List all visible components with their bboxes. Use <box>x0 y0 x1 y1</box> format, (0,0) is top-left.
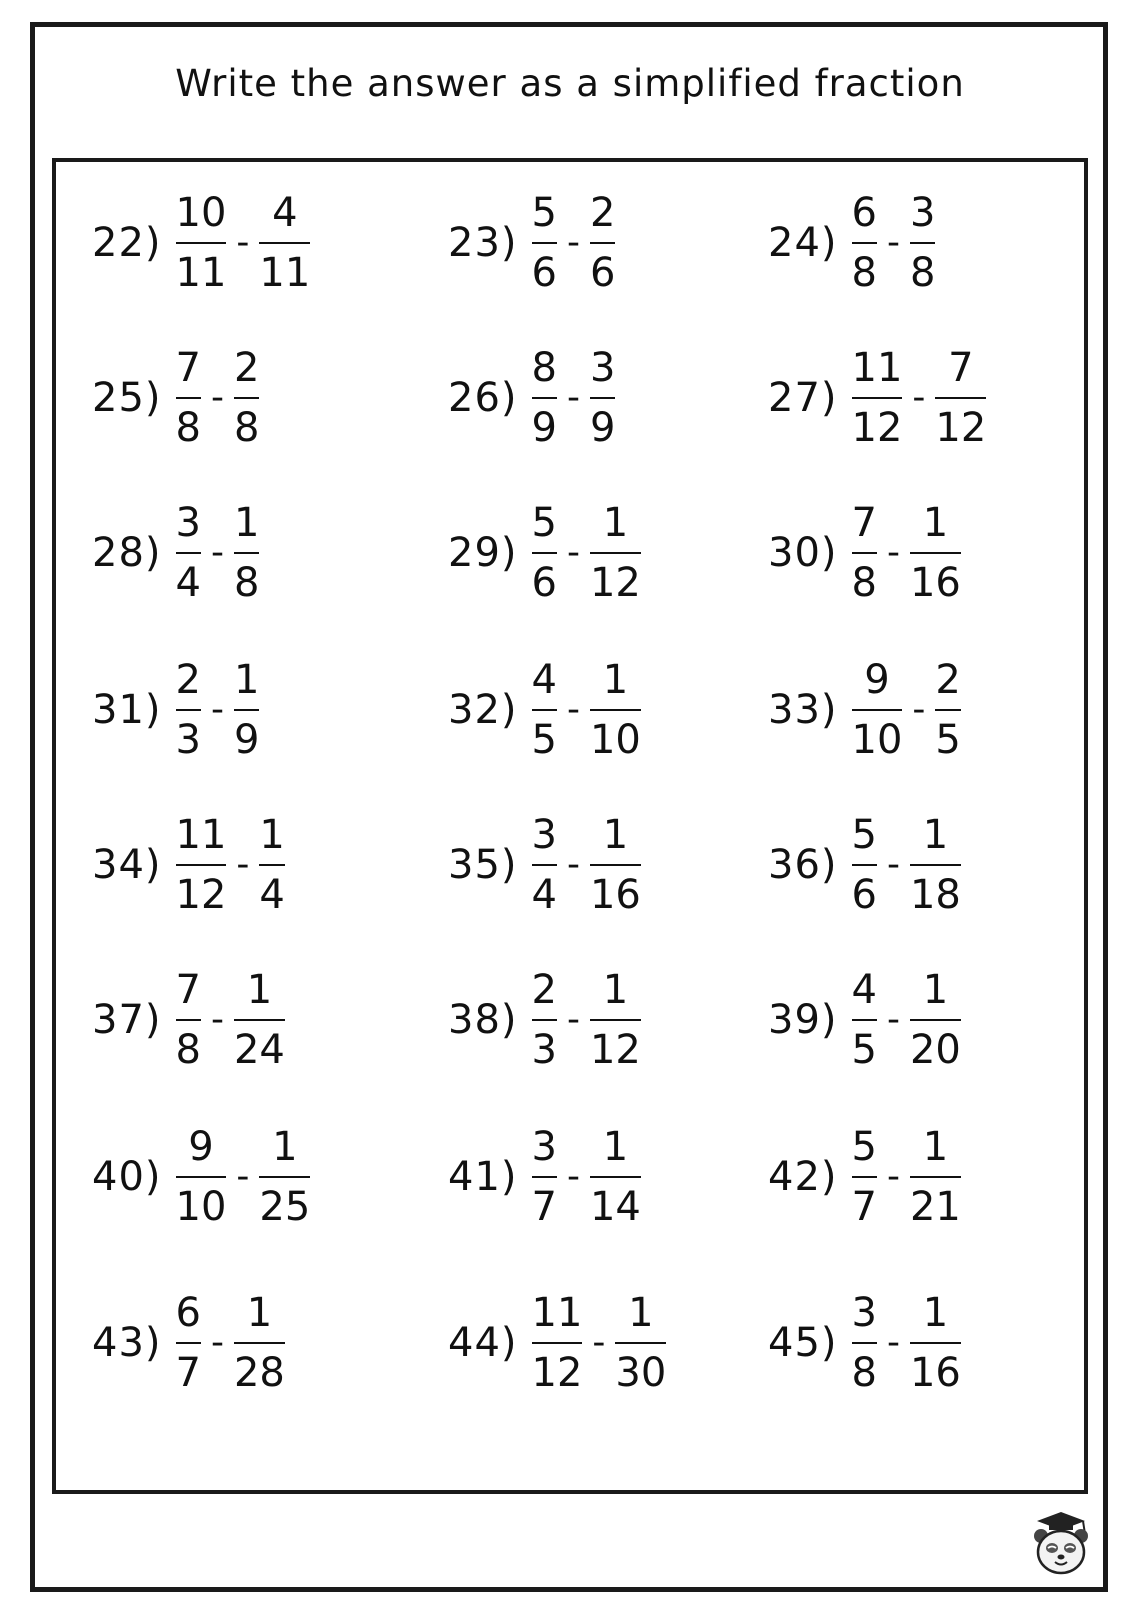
denominator: 25 <box>259 1184 311 1230</box>
minus-sign: - <box>886 532 900 573</box>
denominator: 9 <box>233 717 260 763</box>
minus-sign: - <box>566 222 580 263</box>
denominator: 20 <box>909 1027 961 1073</box>
second-fraction <box>586 1124 645 1230</box>
numerator: 1 <box>602 967 629 1013</box>
numerator: 5 <box>851 1124 877 1170</box>
denominator: 12 <box>531 1350 583 1396</box>
denominator: 5 <box>531 717 557 763</box>
numerator: 1 <box>259 812 285 858</box>
first-fraction <box>848 190 881 296</box>
minus-sign: - <box>566 377 580 418</box>
denominator: 4 <box>175 560 201 606</box>
problem-25 <box>92 345 263 451</box>
second-fraction <box>586 500 645 606</box>
numerator: 5 <box>851 812 877 858</box>
denominator: 6 <box>531 560 557 606</box>
denominator: 12 <box>935 405 987 451</box>
minus-sign: - <box>210 689 224 730</box>
second-fraction <box>931 345 990 451</box>
numerator: 1 <box>922 967 949 1013</box>
first-fraction <box>528 345 561 451</box>
problem-number: 38) <box>448 997 518 1043</box>
second-fraction <box>230 657 263 763</box>
numerator: 3 <box>909 190 936 236</box>
problem-26 <box>448 345 619 451</box>
minus-sign: - <box>236 1156 250 1197</box>
numerator: 1 <box>246 967 273 1013</box>
numerator: 1 <box>602 500 629 546</box>
problem-24 <box>768 190 939 296</box>
problem-number: 41) <box>448 1154 518 1200</box>
denominator: 8 <box>851 250 877 296</box>
problem-number: 43) <box>92 1320 162 1366</box>
denominator: 5 <box>851 1027 877 1073</box>
first-fraction <box>172 1124 231 1230</box>
second-fraction <box>906 967 965 1073</box>
problem-number: 24) <box>768 220 838 266</box>
problem-28 <box>92 500 263 606</box>
problem-37 <box>92 967 289 1073</box>
minus-sign: - <box>566 999 580 1040</box>
minus-sign: - <box>592 1322 606 1363</box>
first-fraction <box>848 1290 881 1396</box>
first-fraction <box>528 1124 561 1230</box>
numerator: 1 <box>602 657 629 703</box>
denominator: 8 <box>233 405 260 451</box>
first-fraction <box>528 500 561 606</box>
second-fraction <box>611 1290 670 1396</box>
problem-number: 36) <box>768 842 838 888</box>
problem-36 <box>768 812 965 918</box>
denominator: 8 <box>851 560 877 606</box>
denominator: 8 <box>909 250 936 296</box>
numerator: 5 <box>531 500 557 546</box>
minus-sign: - <box>912 689 926 730</box>
problem-number: 29) <box>448 530 518 576</box>
second-fraction <box>906 190 939 296</box>
denominator: 8 <box>851 1350 877 1396</box>
numerator: 1 <box>922 500 949 546</box>
denominator: 10 <box>851 717 903 763</box>
first-fraction <box>528 812 561 918</box>
denominator: 10 <box>589 717 641 763</box>
denominator: 5 <box>935 717 961 763</box>
problem-number: 42) <box>768 1154 838 1200</box>
problem-number: 25) <box>92 375 162 421</box>
numerator: 3 <box>851 1290 877 1336</box>
problem-number: 39) <box>768 997 838 1043</box>
denominator: 12 <box>589 560 641 606</box>
problem-27 <box>768 345 990 451</box>
second-fraction <box>230 967 289 1073</box>
problem-35 <box>448 812 645 918</box>
second-fraction <box>931 657 964 763</box>
second-fraction <box>586 967 645 1073</box>
second-fraction <box>230 500 263 606</box>
denominator: 18 <box>909 872 961 918</box>
first-fraction <box>172 345 205 451</box>
problem-30 <box>768 500 965 606</box>
numerator: 11 <box>851 345 903 391</box>
denominator: 3 <box>175 717 201 763</box>
numerator: 5 <box>531 190 557 236</box>
second-fraction <box>255 1124 314 1230</box>
numerator: 1 <box>922 1124 949 1170</box>
first-fraction <box>172 967 205 1073</box>
numerator: 9 <box>864 657 890 703</box>
worksheet-instruction: Write the answer as a simplified fraction <box>175 62 965 105</box>
second-fraction <box>906 812 965 918</box>
denominator: 21 <box>909 1184 961 1230</box>
numerator: 8 <box>531 345 557 391</box>
problem-44 <box>448 1290 670 1396</box>
problem-number: 37) <box>92 997 162 1043</box>
numerator: 3 <box>589 345 616 391</box>
denominator: 4 <box>531 872 557 918</box>
denominator: 7 <box>175 1350 201 1396</box>
denominator: 16 <box>589 872 641 918</box>
numerator: 1 <box>922 812 949 858</box>
problem-number: 23) <box>448 220 518 266</box>
minus-sign: - <box>566 844 580 885</box>
numerator: 1 <box>602 1124 629 1170</box>
numerator: 9 <box>188 1124 214 1170</box>
first-fraction <box>172 190 231 296</box>
second-fraction <box>586 812 645 918</box>
denominator: 16 <box>909 560 961 606</box>
second-fraction <box>586 657 645 763</box>
denominator: 8 <box>175 1027 201 1073</box>
denominator: 6 <box>531 250 557 296</box>
numerator: 6 <box>851 190 877 236</box>
minus-sign: - <box>210 377 224 418</box>
panda-graduate-icon <box>1025 1508 1097 1580</box>
second-fraction <box>255 812 288 918</box>
second-fraction <box>906 500 965 606</box>
numerator: 7 <box>175 345 201 391</box>
problem-number: 28) <box>92 530 162 576</box>
numerator: 2 <box>935 657 961 703</box>
problem-number: 31) <box>92 687 162 733</box>
problem-29 <box>448 500 645 606</box>
denominator: 14 <box>589 1184 641 1230</box>
numerator: 4 <box>272 190 298 236</box>
denominator: 10 <box>175 1184 227 1230</box>
problem-number: 34) <box>92 842 162 888</box>
minus-sign: - <box>886 222 900 263</box>
numerator: 1 <box>922 1290 949 1336</box>
denominator: 8 <box>233 560 260 606</box>
numerator: 2 <box>233 345 260 391</box>
problem-number: 26) <box>448 375 518 421</box>
problem-number: 22) <box>92 220 162 266</box>
denominator: 11 <box>175 250 227 296</box>
denominator: 9 <box>531 405 557 451</box>
numerator: 7 <box>175 967 201 1013</box>
denominator: 7 <box>531 1184 557 1230</box>
numerator: 7 <box>948 345 974 391</box>
problem-41 <box>448 1124 645 1230</box>
first-fraction <box>848 812 881 918</box>
problem-number: 45) <box>768 1320 838 1366</box>
numerator: 4 <box>851 967 877 1013</box>
first-fraction <box>528 1290 587 1396</box>
problem-42 <box>768 1124 965 1230</box>
denominator: 6 <box>851 872 877 918</box>
denominator: 4 <box>259 872 285 918</box>
denominator: 30 <box>615 1350 667 1396</box>
first-fraction <box>528 967 561 1073</box>
numerator: 1 <box>246 1290 273 1336</box>
second-fraction <box>230 345 263 451</box>
numerator: 3 <box>531 1124 557 1170</box>
numerator: 1 <box>628 1290 654 1336</box>
numerator: 2 <box>589 190 616 236</box>
minus-sign: - <box>210 532 224 573</box>
denominator: 12 <box>175 872 227 918</box>
minus-sign: - <box>886 1156 900 1197</box>
minus-sign: - <box>210 1322 224 1363</box>
problem-number: 32) <box>448 687 518 733</box>
first-fraction <box>848 500 881 606</box>
problem-number: 35) <box>448 842 518 888</box>
minus-sign: - <box>566 532 580 573</box>
first-fraction <box>848 967 881 1073</box>
denominator: 11 <box>259 250 311 296</box>
problem-38 <box>448 967 645 1073</box>
minus-sign: - <box>886 1322 900 1363</box>
problem-number: 40) <box>92 1154 162 1200</box>
denominator: 3 <box>531 1027 557 1073</box>
denominator: 12 <box>589 1027 641 1073</box>
numerator: 11 <box>175 812 227 858</box>
problem-number: 30) <box>768 530 838 576</box>
second-fraction <box>906 1290 965 1396</box>
first-fraction <box>848 657 907 763</box>
denominator: 6 <box>589 250 616 296</box>
denominator: 9 <box>589 405 616 451</box>
numerator: 2 <box>531 967 557 1013</box>
second-fraction <box>255 190 314 296</box>
problem-40 <box>92 1124 314 1230</box>
denominator: 24 <box>233 1027 285 1073</box>
first-fraction <box>848 345 907 451</box>
numerator: 10 <box>175 190 227 236</box>
first-fraction <box>172 812 231 918</box>
minus-sign: - <box>886 844 900 885</box>
minus-sign: - <box>210 999 224 1040</box>
numerator: 1 <box>233 657 260 703</box>
minus-sign: - <box>566 1156 580 1197</box>
denominator: 7 <box>851 1184 877 1230</box>
numerator: 7 <box>851 500 877 546</box>
numerator: 1 <box>233 500 260 546</box>
problem-43 <box>92 1290 289 1396</box>
numerator: 1 <box>272 1124 298 1170</box>
denominator: 28 <box>233 1350 285 1396</box>
denominator: 8 <box>175 405 201 451</box>
minus-sign: - <box>236 844 250 885</box>
first-fraction <box>172 1290 205 1396</box>
minus-sign: - <box>566 689 580 730</box>
problem-22 <box>92 190 314 296</box>
problem-number: 44) <box>448 1320 518 1366</box>
numerator: 11 <box>531 1290 583 1336</box>
problem-31 <box>92 657 263 763</box>
numerator: 1 <box>602 812 629 858</box>
numerator: 3 <box>531 812 557 858</box>
problem-23 <box>448 190 619 296</box>
problem-number: 33) <box>768 687 838 733</box>
numerator: 3 <box>175 500 201 546</box>
second-fraction <box>586 190 619 296</box>
numerator: 4 <box>531 657 557 703</box>
problem-number: 27) <box>768 375 838 421</box>
minus-sign: - <box>912 377 926 418</box>
first-fraction <box>528 190 561 296</box>
numerator: 6 <box>175 1290 201 1336</box>
first-fraction <box>848 1124 881 1230</box>
second-fraction <box>230 1290 289 1396</box>
first-fraction <box>172 500 205 606</box>
problem-45 <box>768 1290 965 1396</box>
numerator: 2 <box>175 657 201 703</box>
first-fraction <box>172 657 205 763</box>
first-fraction <box>528 657 561 763</box>
second-fraction <box>906 1124 965 1230</box>
problem-32 <box>448 657 645 763</box>
minus-sign: - <box>886 999 900 1040</box>
denominator: 12 <box>851 405 903 451</box>
minus-sign: - <box>236 222 250 263</box>
second-fraction <box>586 345 619 451</box>
problem-39 <box>768 967 965 1073</box>
problem-33 <box>768 657 965 763</box>
denominator: 16 <box>909 1350 961 1396</box>
problem-34 <box>92 812 289 918</box>
